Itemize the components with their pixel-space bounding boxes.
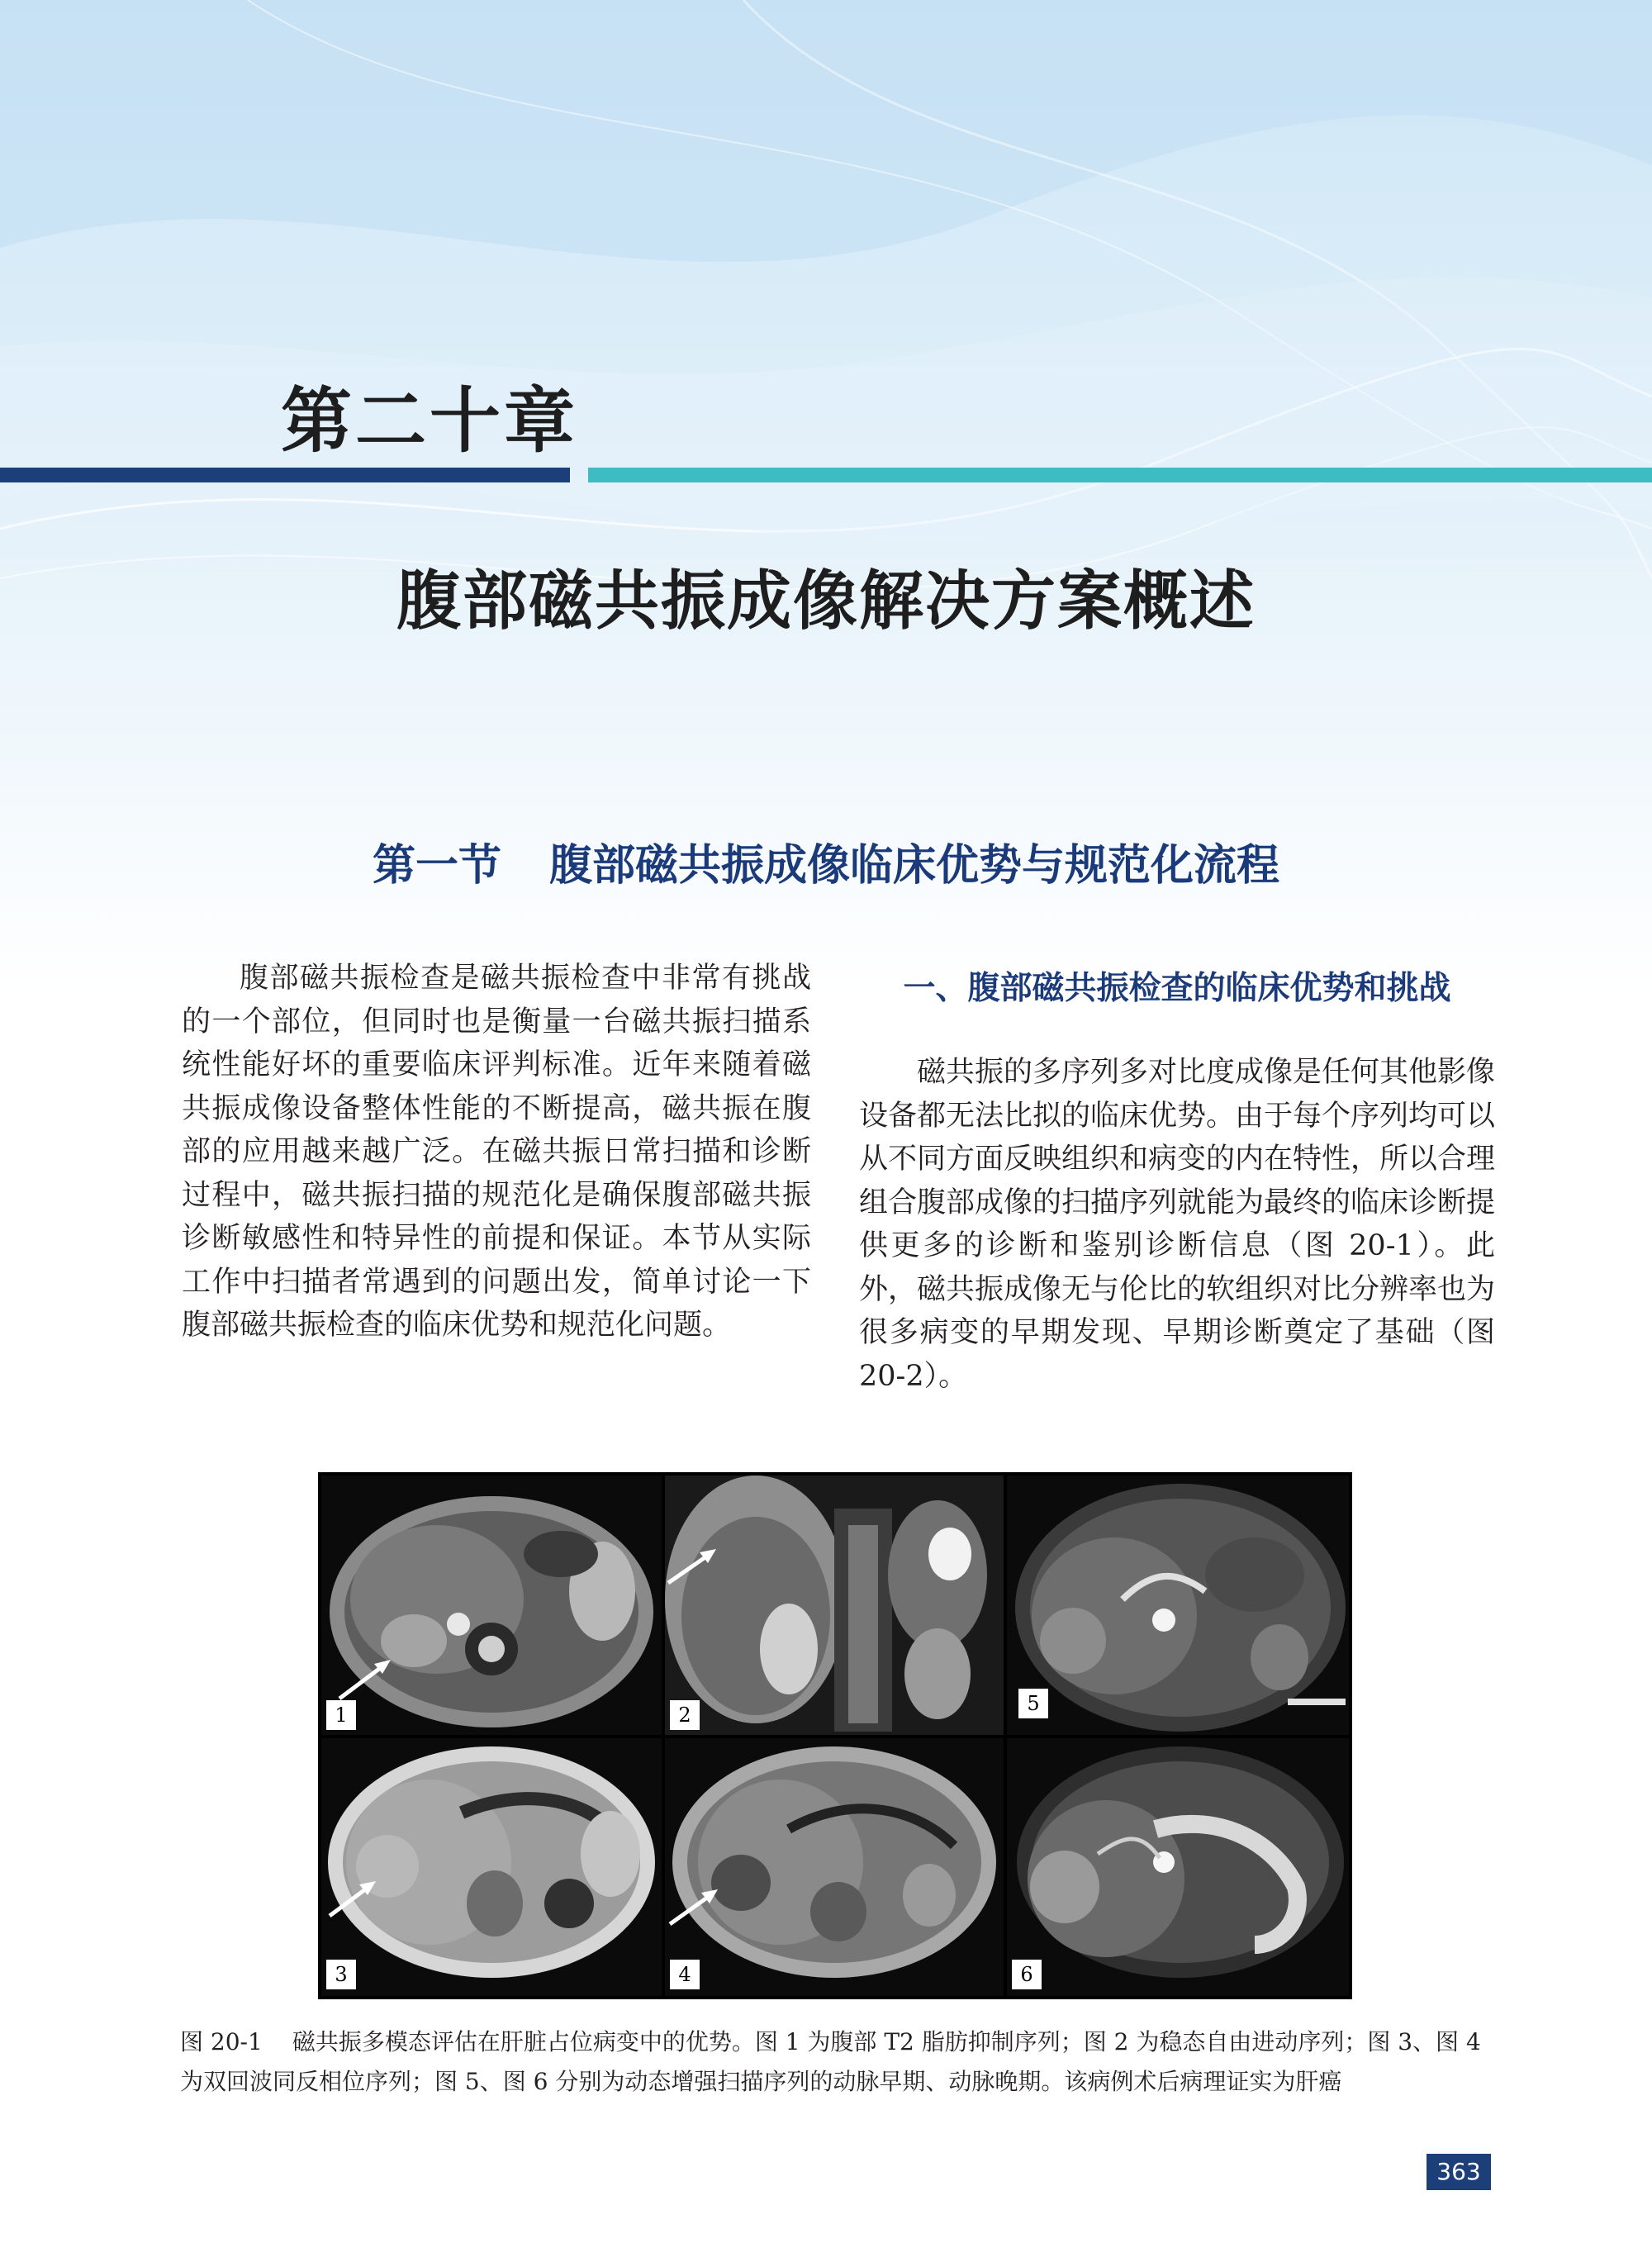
chapter-rule-dark: [0, 468, 570, 482]
mri-panel-1: [321, 1476, 662, 1735]
figure-caption-text: 磁共振多模态评估在肝脏占位病变中的优势。图 1 为腹部 T2 脂肪抑制序列；图 2 为稳态自由进动序列；图 3、图 4 为双回波同反相位序列；图 5、图 6 分别为动态增强扫描序列的动脉早期、动脉晚期。该病例术后病理证实为肝癌: [180, 2028, 1481, 2095]
section-heading: [0, 830, 1652, 892]
mri-figure: [318, 1472, 1352, 1999]
mri-panel-4: [665, 1738, 1004, 1996]
left-paragraph: 腹部磁共振检查是磁共振检查中非常有挑战的一个部位，但同时也是衡量一台磁共振扫描系统性能好坏的重要临床评判标准。近年来随着磁共振成像设备整体性能的不断提高，磁共振在腹部的应用越来越广泛。在磁共振日常扫描和诊断过程中，磁共振扫描的规范化是确保腹部磁共振诊断敏感性和特异性的前提和保证。本节从实际工作中扫描者常遇到的问题出发，简单讨论一下腹部磁共振检查的临床优势和规范化问题。: [182, 962, 811, 1342]
panel-label-5: 5: [1018, 1689, 1048, 1718]
right-paragraph: 磁共振的多序列多对比度成像是任何其他影像设备都无法比拟的临床优势。由于每个序列均可以从不同方面反映组织和病变的内在特性，所以合理组合腹部成像的扫描序列就能为最终的临床诊断提供更多的诊断和鉴别诊断信息（图 20-1）。此外，磁共振成像无与伦比的软组织对比分辨率也为很多病变的早期发现、早期诊断奠定了基础（图 20-2）。: [859, 1056, 1496, 1393]
subsection-heading: 一、腹部磁共振检查的临床优势和挑战: [903, 970, 1451, 1007]
section-title: 腹部磁共振成像临床优势与规范化流程: [549, 841, 1280, 891]
mri-panel-2: [665, 1476, 1004, 1735]
chapter-number: 第二十章: [281, 380, 578, 463]
left-column: [182, 957, 811, 1347]
page-number: 363: [1427, 2154, 1491, 2190]
right-column: [859, 1051, 1495, 1398]
panel-label-4: 4: [670, 1960, 700, 1989]
section-number: 第一节: [372, 841, 501, 891]
mri-panel-6: [1007, 1738, 1349, 1996]
mri-panel-3: [321, 1738, 662, 1996]
chapter-rule-teal: [588, 468, 1652, 482]
figure-number: 图 20-1: [180, 2028, 263, 2055]
panel-label-6: 6: [1012, 1960, 1042, 1989]
figure-caption: [180, 2022, 1502, 2102]
chapter-title: 腹部磁共振成像解决方案概述: [396, 564, 1256, 639]
mri-panel-5: [1007, 1476, 1349, 1735]
panel-label-1: 1: [326, 1700, 356, 1730]
panel-label-3: 3: [326, 1960, 356, 1989]
panel-label-2: 2: [670, 1700, 700, 1730]
